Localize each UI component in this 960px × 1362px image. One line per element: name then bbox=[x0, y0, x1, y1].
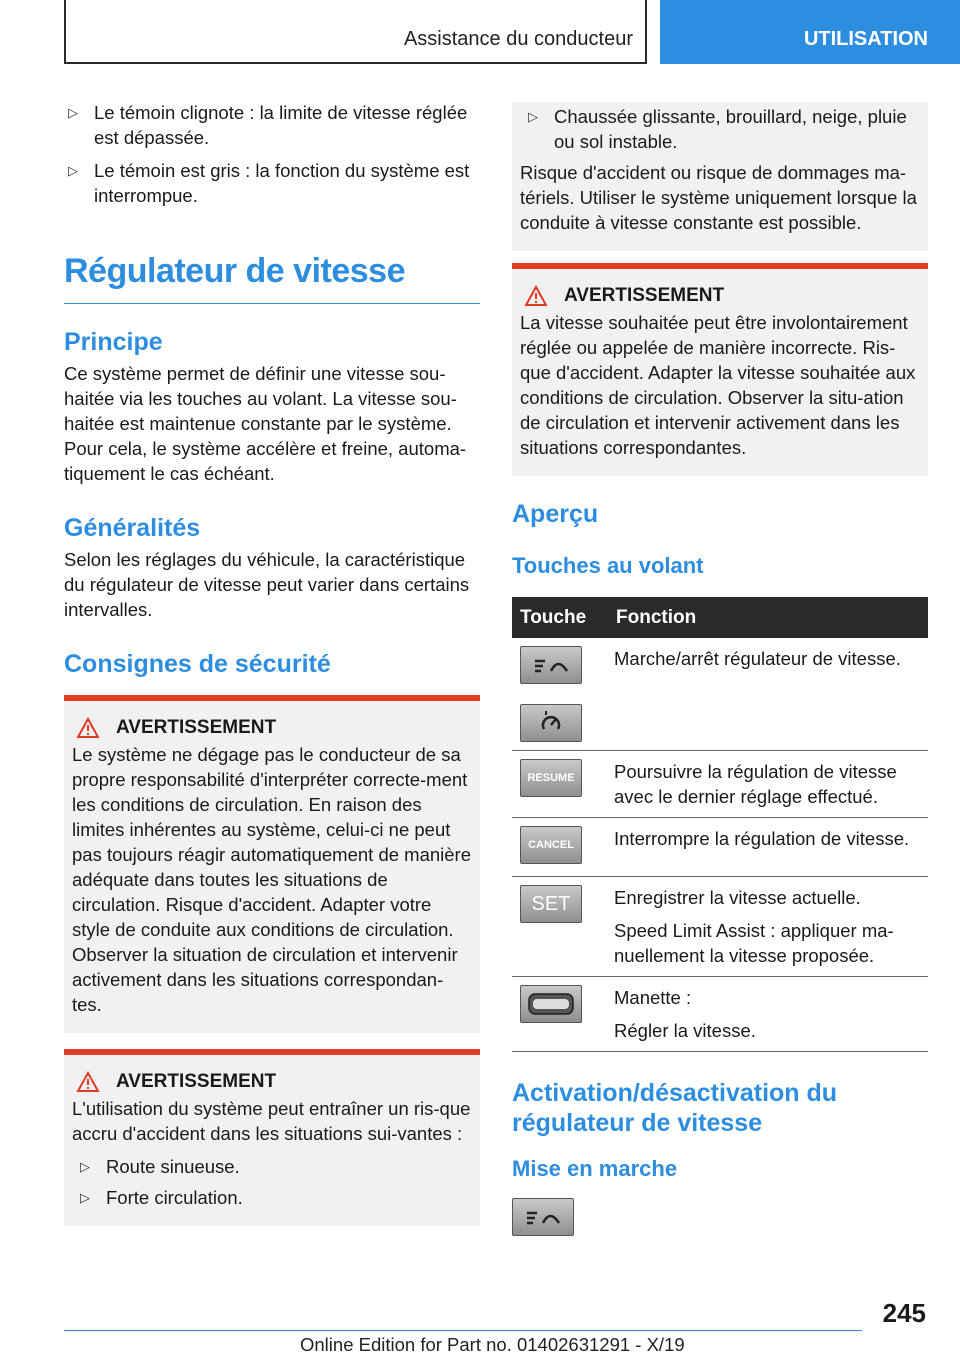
warning-box bbox=[64, 695, 480, 1033]
warning-text: L'utilisation du système peut entraîner un ris-que accru d'accident dans les situations sui-vantes : bbox=[72, 1098, 471, 1144]
warning-triangle-icon bbox=[76, 717, 100, 739]
mise-en-marche-heading: Mise en marche bbox=[512, 1156, 678, 1181]
list-item: ▷ Chaussée glissante, brouillard, neige, pluie ou sol instable. bbox=[528, 106, 907, 152]
apercu-heading: Aperçu bbox=[512, 500, 599, 528]
function-cell: Poursuivre la régulation de vitesse avec le dernier réglage effectué. bbox=[608, 751, 928, 818]
consignes-heading: Consignes de sécurité bbox=[64, 650, 331, 678]
table-row bbox=[512, 638, 928, 751]
function-cell: Marche/arrêt régulateur de vitesse. bbox=[608, 638, 928, 751]
page-title: Régulateur de vitesse bbox=[64, 252, 480, 304]
warning-continuation-box bbox=[512, 102, 928, 251]
warning-box bbox=[64, 1049, 480, 1226]
resume-button-icon: RESUME bbox=[520, 759, 582, 797]
key-cell bbox=[512, 877, 608, 977]
header-section-box bbox=[64, 0, 647, 64]
warning-title: AVERTISSEMENT bbox=[76, 715, 472, 740]
triangle-bullet-icon: ▷ bbox=[528, 109, 538, 124]
table-row bbox=[512, 877, 928, 977]
triangle-bullet-icon: ▷ bbox=[80, 1159, 90, 1174]
header-section-title: Assistance du conducteur bbox=[403, 28, 633, 50]
principe-text: Ce système permet de définir une vitesse sou-haitée via les touches au volant. La vitesse sou-haitée est maintenue constante par le système. Pour cela, le système accélère et freine, automa-tiquement le cas échéant. bbox=[64, 363, 467, 484]
key-cell bbox=[512, 818, 608, 877]
header-chapter-title: UTILISATION bbox=[803, 28, 928, 50]
function-cell: Enregistrer la vitesse actuelle. Speed Limit Assist : appliquer ma-nuellement la vitesse proposée. bbox=[608, 877, 928, 977]
warning-text: Risque d'accident ou risque de dommages ma-tériels. Utiliser le système uniquement lorsque la conduite à vitesse constante est possible. bbox=[520, 162, 917, 233]
list-item: ▷ Le témoin est gris : la fonction du système est interrompue. bbox=[68, 160, 470, 206]
generalites-text: Selon les réglages du véhicule, la caractéristique du régulateur de vitesse peut varier dans certains intervalles. bbox=[64, 549, 470, 620]
cruise-onoff-button-icon bbox=[520, 646, 582, 684]
activation-heading: Activation/désactivation du régulateur de vitesse bbox=[512, 1079, 838, 1137]
warning-text: Le système ne dégage pas le conducteur de sa propre responsabilité d'interpréter correcte-ment les conditions de circulation. En raison des limites inhérentes au système, celui-ci ne peut pas toujours réagir automatiquement de manière adéquate dans toutes les situations de circulation. Risque d'accident. Adapter votre style de conduite aux conditions de circulation. Observer la situation de circulation et intervenir activement dans les situations correspondan-tes. bbox=[72, 744, 472, 1015]
warning-title: AVERTISSEMENT bbox=[524, 283, 920, 308]
triangle-bullet-icon: ▷ bbox=[80, 1190, 90, 1205]
col-header-fonction: Fonction bbox=[608, 597, 928, 638]
key-cell bbox=[512, 751, 608, 818]
list-item: ▷ Le témoin clignote : la limite de vitesse réglée est dépassée. bbox=[68, 102, 468, 148]
page-number: 245 bbox=[882, 1298, 926, 1328]
warning-box bbox=[512, 263, 928, 476]
table-row bbox=[512, 751, 928, 818]
key-cell bbox=[512, 638, 608, 751]
principe-heading: Principe bbox=[64, 328, 163, 356]
warning-text: La vitesse souhaitée peut être involontairement réglée ou appelée de manière incorrecte. Ris-que d'accident. Adapter la vitesse souhaitée aux conditions de circulation. Observer la situ-ation de circulation et intervenir activement dans les situations correspondantes. bbox=[520, 312, 916, 458]
generalites-heading: Généralités bbox=[64, 514, 201, 542]
cruise-onoff-button-icon bbox=[512, 1198, 574, 1236]
right-column bbox=[512, 102, 928, 1236]
footer-divider bbox=[64, 1330, 862, 1331]
key-cell bbox=[512, 977, 608, 1052]
table-header-row bbox=[512, 597, 928, 638]
warning-triangle-icon bbox=[76, 1071, 100, 1093]
rocker-switch-icon bbox=[520, 985, 582, 1023]
function-cell: Interrompre la régulation de vitesse. bbox=[608, 818, 928, 877]
header-chapter-tab bbox=[660, 0, 960, 64]
triangle-bullet-icon: ▷ bbox=[68, 105, 78, 120]
left-column bbox=[64, 100, 480, 1226]
list-item: ▷ Route sinueuse. bbox=[80, 1156, 240, 1177]
warning-triangle-icon bbox=[524, 285, 548, 307]
table-row bbox=[512, 977, 928, 1052]
footer-edition: Online Edition for Part no. 01402631291 - X/19 bbox=[300, 1334, 685, 1355]
set-button-icon: SET bbox=[520, 885, 582, 923]
triangle-bullet-icon: ▷ bbox=[68, 163, 78, 178]
function-cell: Manette : Régler la vitesse. bbox=[608, 977, 928, 1052]
speed-limiter-button-icon bbox=[520, 704, 582, 742]
table-row bbox=[512, 818, 928, 877]
col-header-touche: Touche bbox=[512, 597, 608, 638]
list-item: ▷ Forte circulation. bbox=[80, 1187, 243, 1208]
buttons-table bbox=[512, 597, 928, 1052]
touches-heading: Touches au volant bbox=[512, 553, 704, 578]
warning-title: AVERTISSEMENT bbox=[76, 1069, 472, 1094]
cancel-button-icon: CANCEL bbox=[520, 826, 582, 864]
